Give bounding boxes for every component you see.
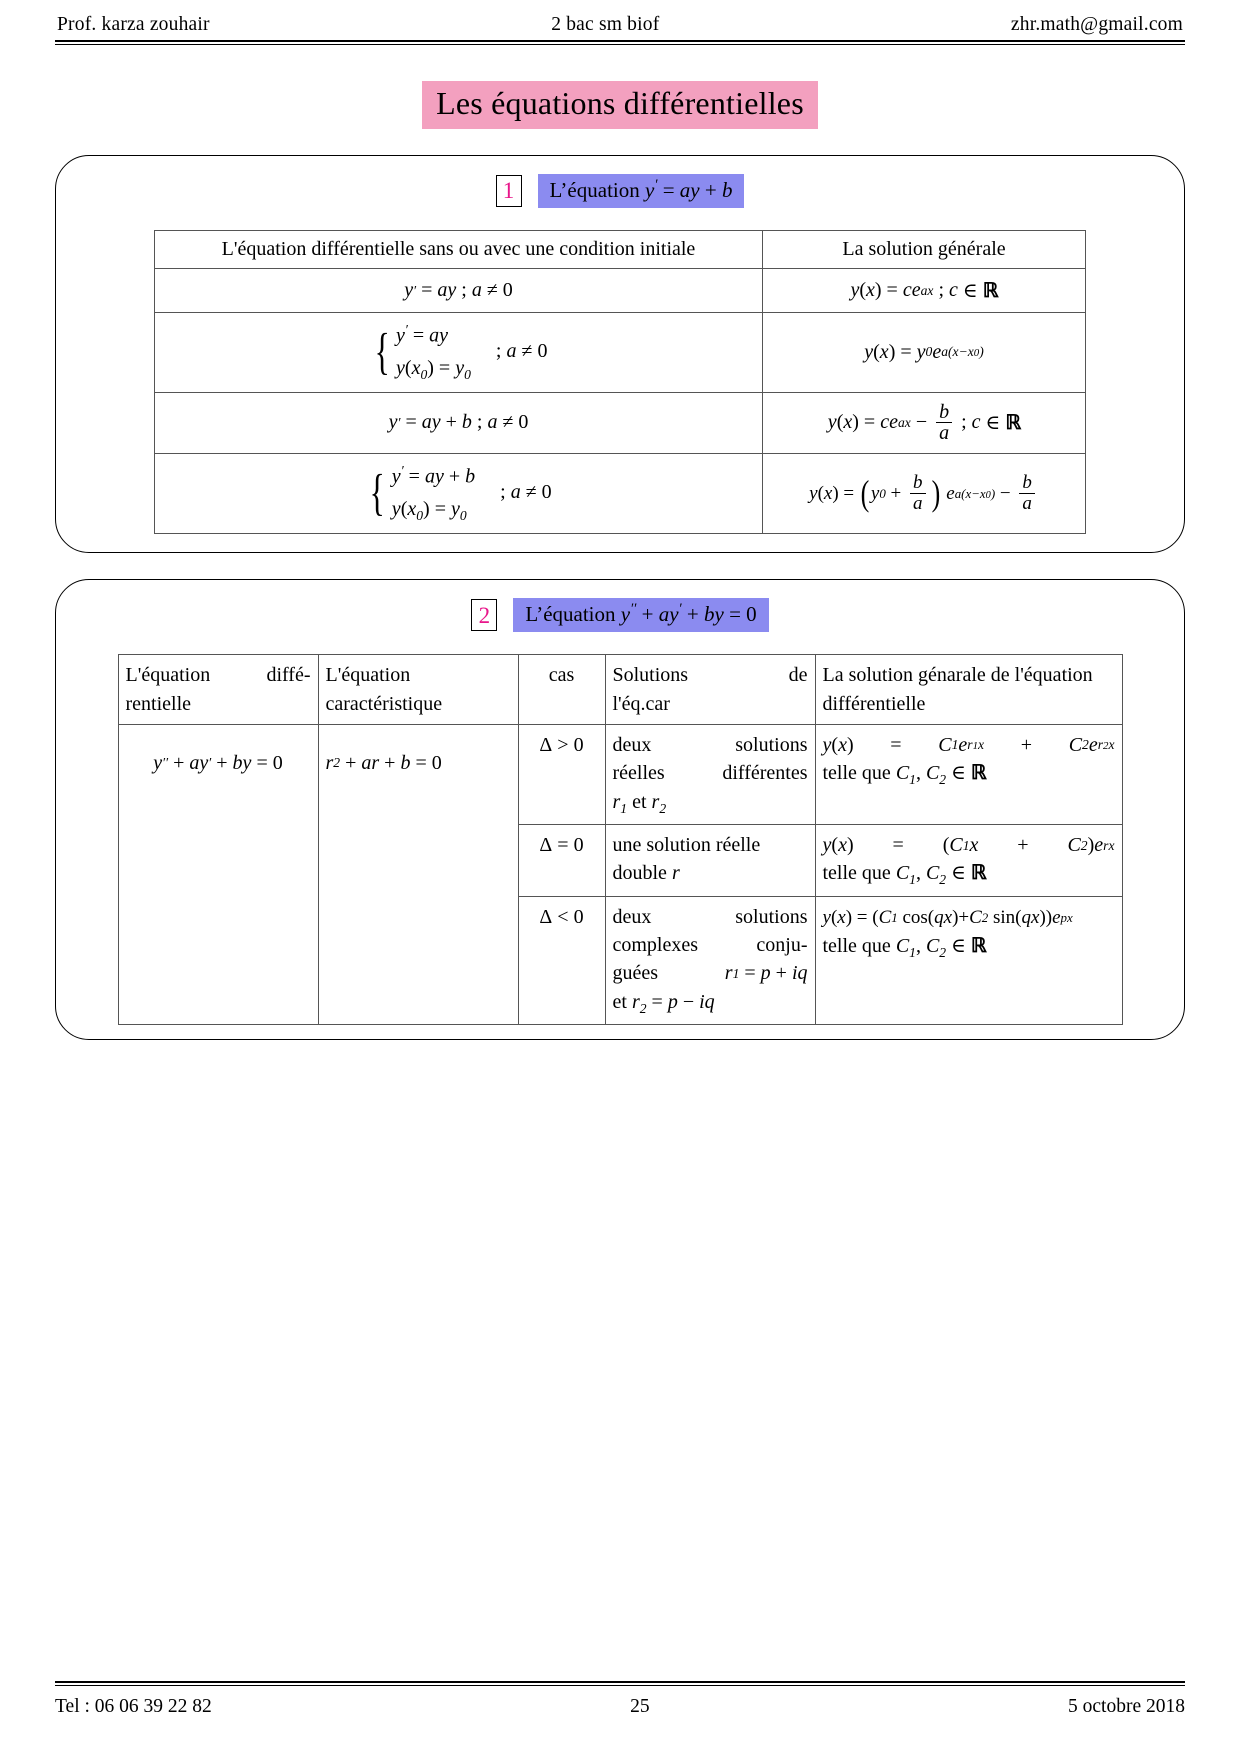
section-1 [55,155,1185,553]
cell-solution: y ( x ) = ( y 0 + $\frac{b}{a}$ ) e a(x−x0) − $\frac{b}{a}$ [763,454,1086,534]
cell-cas: Δ = 0 [518,824,605,896]
cell-equation: y ′ = ay + b ; a ≠ 0 [155,392,763,454]
sol-word: guées [612,962,659,985]
header-author: Prof. karza zouhair [57,14,210,35]
section-2-heading [78,598,1162,632]
col-header-solutions-eq: Solutions de l'éq.car [605,655,815,725]
cell-equation: { y′ = ay $y(x_0) = y_0$ ; a ≠ 0 [155,313,763,393]
table-header-row [118,655,1122,725]
page-footer [55,1686,1185,1718]
cell-solutions-eq: deux solutions réelles différentes $r_1$ et $r_2$ [605,724,815,824]
page-title: Les équations différentielles [422,81,818,129]
sol-word: complexes [612,934,699,957]
cell-cas: Δ < 0 [518,896,605,1024]
table-row [155,313,1086,393]
sol-word: solutions [735,733,808,756]
table-row [118,724,1122,824]
footer-page-number: 25 [630,1696,650,1717]
sol-word: réelles [612,762,665,785]
header-subject: 2 bac sm biof [551,14,660,35]
section-1-number: 1 [496,175,522,207]
section-2 [55,579,1185,1040]
table-row [155,392,1086,454]
cell-differential-equation: y ′′ + ay ′ + by = 0 [118,724,318,1024]
section-2-table [118,654,1123,1025]
page-header [55,0,1185,40]
sol-word: deux [612,905,652,928]
cell-cas: Δ > 0 [518,724,605,824]
section-2-number: 2 [471,599,497,631]
sol-word: deux [612,733,652,756]
footer-date: 5 octobre 2018 [1068,1696,1185,1717]
col-header-general-solution: La solution génarale de l'équation différentielle [815,655,1122,725]
cell-solutions-eq: deux solutions complexes conju- guées r 1 = p + iq et $r_2 = p$ − iq [605,896,815,1024]
page-footer-wrap [55,1681,1185,1718]
cell-characteristic-equation: r 2 + ar + b = 0 [318,724,518,1024]
cell-solution: y ( x ) = ce ax − $\frac{b}{a}$ ; c ∈ ℝ [763,392,1086,454]
table-header-row [155,231,1086,269]
page-title-wrap [55,81,1185,129]
col-header-equation: L'équation diffé- rentielle [118,655,318,725]
cell-general-solution: y ( x ) = C 1 e r1x + C 2 e r2x telle que $C_1$, $C_2$ ∈ ℝ [815,724,1122,824]
cell-solution: y ( x ) = y 0 e a(x−x0) [763,313,1086,393]
cell-general-solution: y ( x ) = ( C 1 cos( qx )+ C 2 sin( qx )) e px telle que $C_1$, $C_2$ ∈ ℝ [815,896,1122,1024]
cell-solutions-eq: une solution réelle double r [605,824,815,896]
cell-general-solution: y ( x ) = ( C 1 x + C 2 ) e rx telle que $C_1$, $C_2$ ∈ ℝ [815,824,1122,896]
cell-equation: { y′ = ay + b $y(x_0) = y_0$ ; a ≠ 0 [155,454,763,534]
sol-word: conju- [756,934,808,957]
section-1-table [154,230,1086,534]
header-email: zhr.math@gmail.com [1010,14,1183,35]
col-header-equation: L'équation différentielle sans ou avec une condition initiale [155,231,763,269]
col-header-solution: La solution générale [763,231,1086,269]
sol-word: différentes [722,762,808,785]
cell-equation: y ′ = ay ; a ≠ 0 [155,269,763,313]
table-row [155,454,1086,534]
header-rule [55,40,1185,45]
sol-word: solutions [735,905,808,928]
section-2-label: L’équation y′′ + ay′ + by = 0 [513,598,768,632]
section-1-heading [78,174,1162,208]
col-header-cas: cas [518,655,605,725]
table-row [155,269,1086,313]
col-header-characteristic: L'équation caractéristique [318,655,518,725]
cell-solution: y ( x ) = ce ax ; c ∈ ℝ [763,269,1086,313]
footer-phone: Tel : 06 06 39 22 82 [55,1696,212,1717]
section-1-label: L’équation y′ = ay + b [538,174,745,208]
